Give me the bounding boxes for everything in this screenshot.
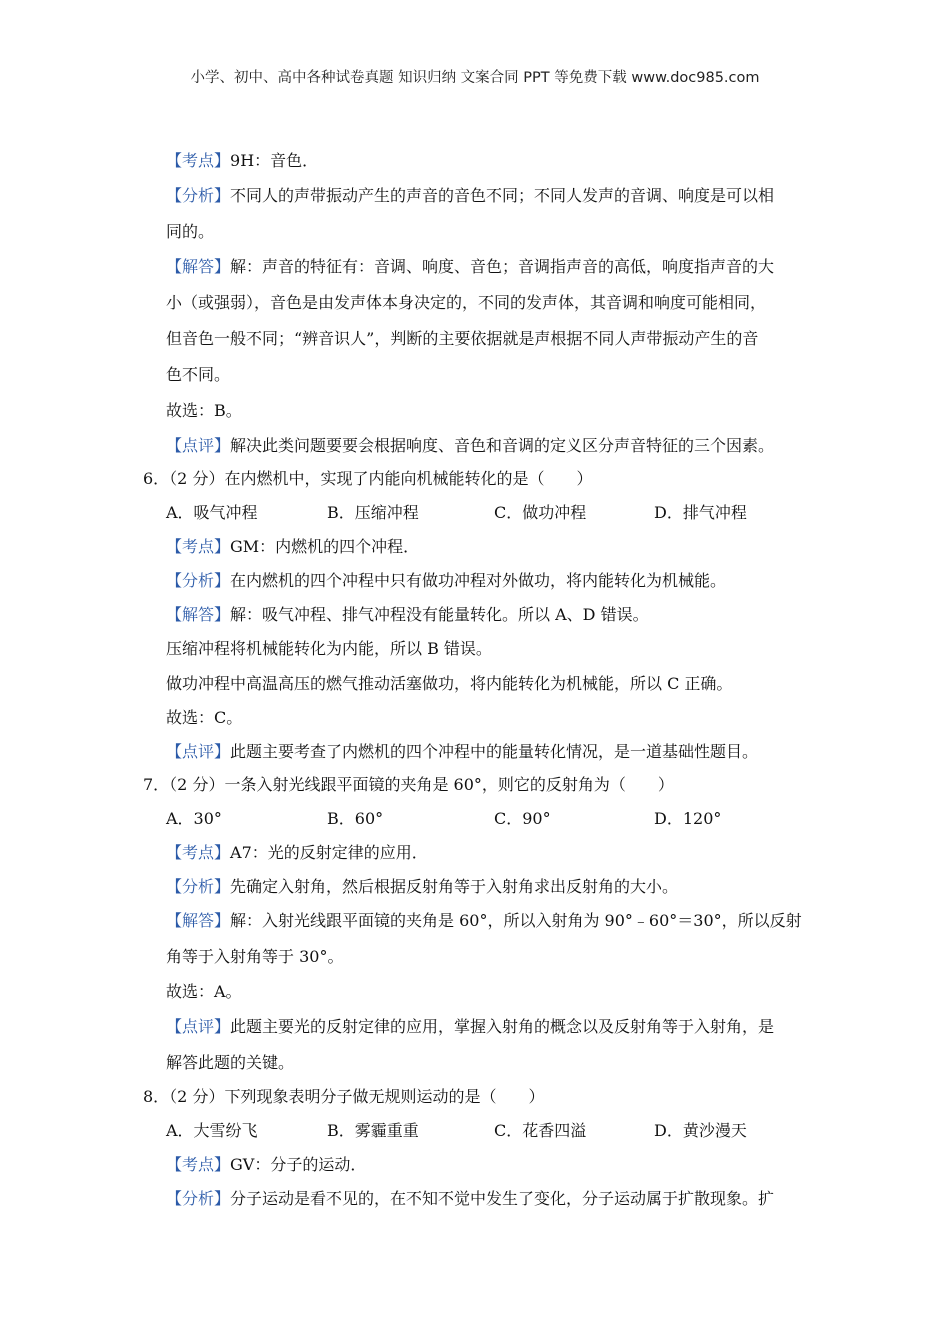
q5-fenxi-cont: 同的。 xyxy=(166,222,215,241)
q8-option-a: A．大雪纷飞 xyxy=(166,1121,258,1140)
q6-stem: 6．（2 分）在内燃机中，实现了内能向机械能转化的是（ ） xyxy=(143,469,593,488)
q6-option-b: B．压缩冲程 xyxy=(327,503,419,522)
q6-option-c: C．做功冲程 xyxy=(494,503,587,522)
q8-option-b: B．雾霾重重 xyxy=(327,1121,419,1140)
q6-dianping: 【点评】此题主要考查了内燃机的四个冲程中的能量转化情况，是一道基础性题目。 xyxy=(166,742,759,761)
q7-stem: 7．（2 分）一条入射光线跟平面镜的夹角是 60°，则它的反射角为（ ） xyxy=(143,775,674,794)
q8-kaodian: 【考点】GV：分子的运动． xyxy=(166,1155,367,1174)
q7-option-a: A．30° xyxy=(166,809,222,828)
q7-kaodian: 【考点】A7：光的反射定律的应用． xyxy=(166,843,428,862)
q6-option-d: D．排气冲程 xyxy=(654,503,747,522)
q7-dianping: 【点评】此题主要光的反射定律的应用，掌握入射角的概念以及反射角等于入射角，是 xyxy=(166,1017,775,1036)
q8-option-d: D．黄沙漫天 xyxy=(654,1121,747,1140)
q6-option-a: A．吸气冲程 xyxy=(166,503,258,522)
q6-jieda-cont: 做功冲程中高温高压的燃气推动活塞做功，将内能转化为机械能，所以 C 正确。 xyxy=(166,674,733,693)
dianping-tag: 【点评】 xyxy=(166,436,231,455)
q7-choice: 故选：A。 xyxy=(166,982,242,1001)
q8-stem: 8．（2 分）下列现象表明分子做无规则运动的是（ ） xyxy=(143,1087,545,1106)
q8-fenxi: 【分析】分子运动是看不见的，在不知不觉中发生了变化，分子运动属于扩散现象。扩 xyxy=(166,1189,775,1208)
fenxi-tag: 【分析】 xyxy=(166,186,231,205)
q7-dianping-cont: 解答此题的关键。 xyxy=(166,1053,295,1072)
q6-kaodian: 【考点】GM：内燃机的四个冲程． xyxy=(166,537,420,556)
q5-jieda-cont: 但音色一般不同；“辨音识人”，判断的主要依据就是声根据不同人声带振动产生的音 xyxy=(166,329,759,348)
q7-option-b: B．60° xyxy=(327,809,384,828)
q7-fenxi: 【分析】先确定入射角，然后根据反射角等于入射角求出反射角的大小。 xyxy=(166,877,679,896)
q6-jieda: 【解答】解：吸气冲程、排气冲程没有能量转化。所以 A、D 错误。 xyxy=(166,605,649,624)
q7-option-d: D．120° xyxy=(654,809,722,828)
q5-jieda: 【解答】解：声音的特征有：音调、响度、音色；音调指声音的高低，响度指声音的大 xyxy=(166,257,775,276)
jieda-tag: 【解答】 xyxy=(166,257,231,276)
q7-jieda-cont: 角等于入射角等于 30°。 xyxy=(166,947,344,966)
page-header: 小学、初中、高中各种试卷真题 知识归纳 文案合同 PPT 等免费下载 www.doc985.com xyxy=(190,70,760,86)
q5-kaodian: 【考点】9H：音色． xyxy=(166,151,319,170)
q6-choice: 故选：C。 xyxy=(166,708,243,727)
q7-jieda: 【解答】解：入射光线跟平面镜的夹角是 60°，所以入射角为 90°﹣60°＝30°，所以反射 xyxy=(166,911,802,930)
q5-jieda-cont: 小（或强弱），音色是由发声体本身决定的，不同的发声体，其音调和响度可能相同， xyxy=(166,293,767,312)
q5-jieda-cont: 色不同。 xyxy=(166,365,231,384)
kaodian-tag: 【考点】 xyxy=(166,151,231,170)
q8-option-c: C．花香四溢 xyxy=(494,1121,587,1140)
q5-fenxi: 【分析】不同人的声带振动产生的声音的音色不同；不同人发声的音调、响度是可以相 xyxy=(166,186,775,205)
q6-fenxi: 【分析】在内燃机的四个冲程中只有做功冲程对外做功，将内能转化为机械能。 xyxy=(166,571,727,590)
q5-choice: 故选：B。 xyxy=(166,401,242,420)
q6-jieda-cont: 压缩冲程将机械能转化为内能，所以 B 错误。 xyxy=(166,639,492,658)
q5-dianping: 【点评】解决此类问题要要会根据响度、音色和音调的定义区分声音特征的三个因素。 xyxy=(166,436,775,455)
q7-option-c: C．90° xyxy=(494,809,551,828)
